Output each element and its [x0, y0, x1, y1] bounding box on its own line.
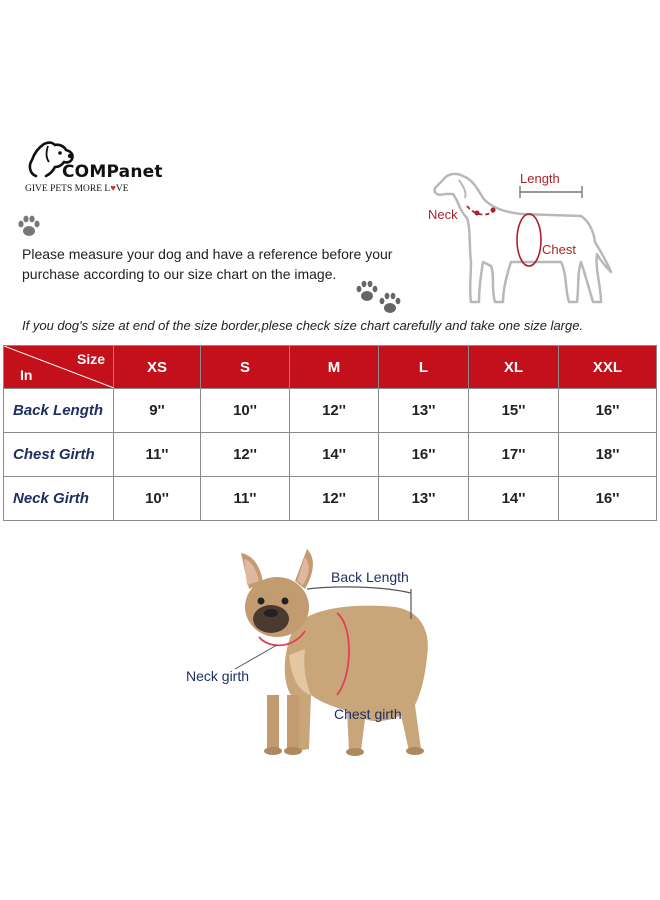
length-label: Length: [520, 171, 560, 186]
table-cell: 15'': [469, 389, 559, 433]
table-cell: 12'': [290, 389, 379, 433]
table-header-row: [4, 346, 657, 389]
neck-label: Neck: [428, 207, 458, 222]
size-header: S: [201, 346, 290, 389]
brand-tagline: GIVE PETS MORE L♥VE: [25, 184, 129, 194]
table-cell: 14'': [290, 433, 379, 477]
back-length-label: Back Length: [331, 569, 409, 585]
table-cell: 18'': [559, 433, 657, 477]
size-header: M: [290, 346, 379, 389]
size-header: XS: [114, 346, 201, 389]
table-row: [4, 433, 657, 477]
table-cell: 13'': [379, 389, 469, 433]
row-label: Back Length: [4, 389, 114, 433]
table-cell: 16'': [559, 389, 657, 433]
corner-size-label: Size: [76, 351, 105, 367]
table-cell: 11'': [114, 433, 201, 477]
size-note: If you dog's size at end of the size border,plese check size chart carefully and take one size large.: [22, 318, 584, 333]
size-header: XXL: [559, 346, 657, 389]
table-cell: 14'': [469, 477, 559, 521]
table-cell: 10'': [114, 477, 201, 521]
table-row: [4, 477, 657, 521]
row-label: Chest Girth: [4, 433, 114, 477]
table-cell: 11'': [201, 477, 290, 521]
table-cell: 16'': [559, 477, 657, 521]
size-header: L: [379, 346, 469, 389]
intro-text: Please measure your dog and have a reference before your purchase according to our size chart on the image.: [22, 246, 393, 282]
table-cell: 9'': [114, 389, 201, 433]
brand-logo: [22, 136, 162, 198]
size-header: XL: [469, 346, 559, 389]
heart-icon: ♥: [110, 184, 116, 194]
size-chart-table: [3, 345, 657, 521]
chest-label: Chest: [542, 242, 576, 257]
table-cell: 13'': [379, 477, 469, 521]
neck-girth-label: Neck girth: [186, 668, 250, 684]
table-cell: 12'': [290, 477, 379, 521]
table-cell: 17'': [469, 433, 559, 477]
chest-girth-label: Chest girth: [334, 706, 402, 722]
corner-header: [4, 346, 114, 389]
table-cell: 12'': [201, 433, 290, 477]
row-label: Neck Girth: [4, 477, 114, 521]
brand-name: COMPanet: [62, 162, 163, 182]
corner-unit-label: In: [20, 367, 33, 383]
table-row: [4, 389, 657, 433]
table-cell: 10'': [201, 389, 290, 433]
table-cell: 16'': [379, 433, 469, 477]
paw-icon: [16, 214, 42, 238]
